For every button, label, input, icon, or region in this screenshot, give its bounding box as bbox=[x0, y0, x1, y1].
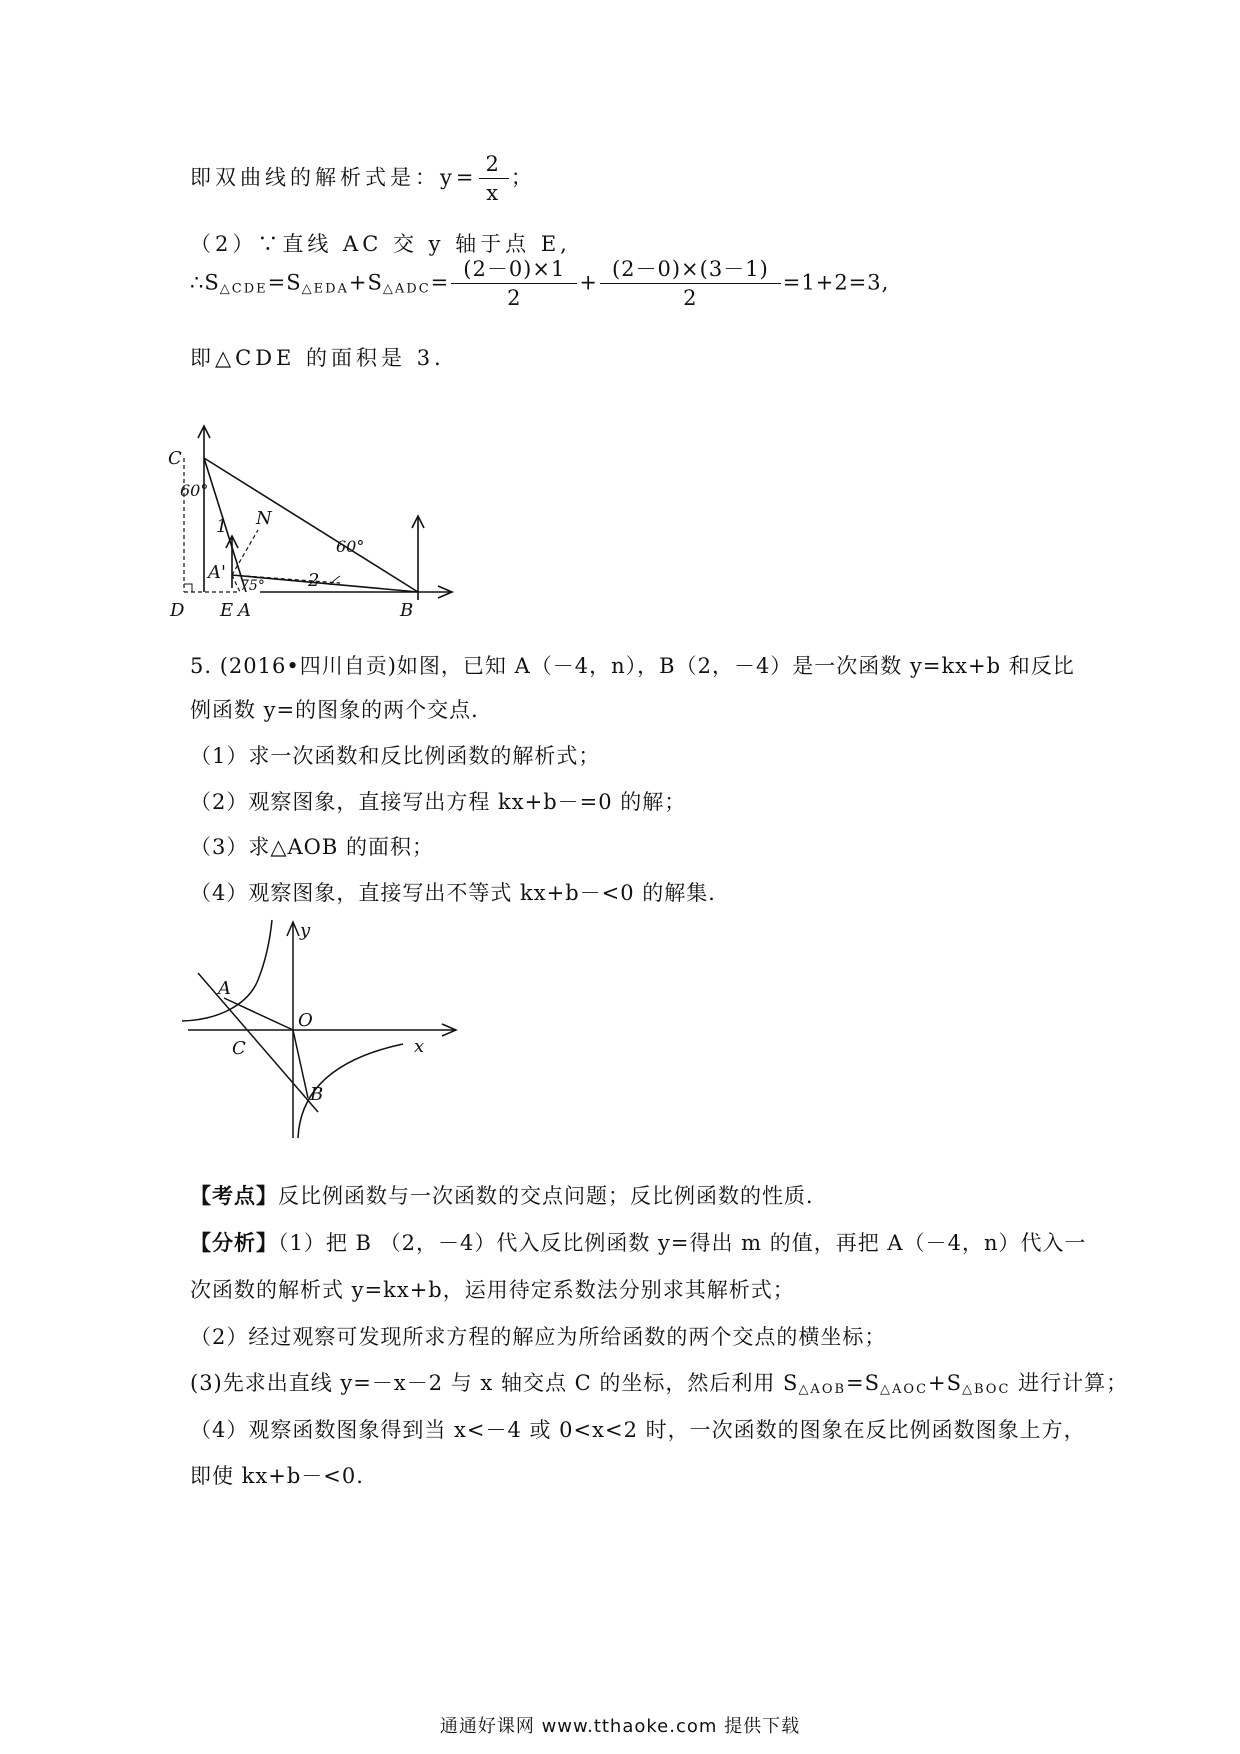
frac-den: x bbox=[486, 181, 503, 206]
l3-eq: =S bbox=[267, 270, 302, 295]
dashed-A-prime-N bbox=[232, 530, 258, 575]
label-B: B bbox=[400, 600, 414, 621]
fenxi-3-sub1: △AOB bbox=[798, 1382, 847, 1397]
label-x: x bbox=[414, 1036, 425, 1057]
fenxi-3-eq: =S bbox=[846, 1371, 881, 1395]
problem5-question-2: （2）观察图象，直接写出方程 kx+b－=0 的解； bbox=[190, 790, 687, 814]
label-A: A bbox=[218, 978, 231, 999]
fenxi-3-pre: (3)先求出直线 y=－x－2 与 x 轴交点 C 的坐标，然后利用 S bbox=[190, 1371, 799, 1395]
label-D: D bbox=[170, 600, 185, 621]
fraction-2-over-x bbox=[479, 150, 508, 208]
kaodian-line bbox=[190, 1180, 828, 1210]
l3-end: =1+2=3, bbox=[782, 270, 890, 295]
right-angle-mark bbox=[184, 584, 192, 592]
fenxi-3-sub3: △BOC bbox=[962, 1382, 1011, 1397]
label-B: B bbox=[310, 1084, 324, 1105]
l3-sub3: △ADC bbox=[382, 281, 431, 297]
fenxi-line-5: （4）观察函数图象得到当 x<－4 或 0<x<2 时，一次函数的图象在反比例函数图象上方， bbox=[190, 1418, 1086, 1442]
fenxi-3-sub2: △AOC bbox=[880, 1382, 929, 1397]
solution-line-3 bbox=[190, 255, 889, 313]
solution-line-4: 即△CDE 的面积是 3． bbox=[190, 346, 460, 370]
fraction-2 bbox=[600, 255, 781, 313]
label-y: y bbox=[300, 920, 311, 941]
page-footer: 通通好课网 www.tthaoke.com 提供下载 bbox=[439, 1716, 801, 1737]
fenxi-line-2: 次函数的解析式 y=kx+b，运用待定系数法分别求其解析式； bbox=[190, 1278, 795, 1302]
function-graph-figure bbox=[188, 920, 468, 1142]
label-N: N bbox=[256, 508, 272, 529]
fenxi-line-1 bbox=[190, 1227, 1087, 1257]
fenxi-3-end: 进行计算； bbox=[1010, 1371, 1129, 1395]
line1-end: ； bbox=[510, 165, 536, 190]
kaodian-text: 反比例函数与一次函数的交点问题；反比例函数的性质． bbox=[278, 1184, 828, 1208]
l3-plus2: + bbox=[579, 270, 598, 295]
frac1-den: 2 bbox=[507, 286, 522, 311]
problem5-question-3: （3）求△AOB 的面积； bbox=[190, 835, 434, 859]
label-angle-60-at-B: 60° bbox=[336, 537, 365, 556]
solution-line-2: （2）∵直线 AC 交 y 轴于点 E, bbox=[190, 232, 571, 256]
l3-sub2: △EDA bbox=[301, 281, 349, 297]
fenxi-1a: （1）把 B （2，－4）代入反比例函数 y=得出 m 的值，再把 A（－4，n）代入一 bbox=[278, 1231, 1087, 1255]
l3-prefix: ∴S bbox=[190, 270, 220, 295]
fenxi-label: 【分析】 bbox=[190, 1231, 278, 1255]
label-A-prime: A' bbox=[208, 562, 226, 583]
line1-text: 即双曲线的解析式是：y= bbox=[190, 165, 478, 190]
fenxi-3-plus: +S bbox=[928, 1371, 963, 1395]
segment-OB bbox=[293, 1030, 308, 1098]
kaodian-label: 【考点】 bbox=[190, 1184, 278, 1208]
label-angle-2: 2 bbox=[308, 570, 320, 591]
label-C: C bbox=[232, 1038, 246, 1059]
problem5-question-4: （4）观察图象，直接写出不等式 kx+b－<0 的解集． bbox=[190, 881, 731, 905]
label-C: C bbox=[168, 448, 182, 469]
frac2-den: 2 bbox=[683, 286, 698, 311]
label-angle-75: 75° bbox=[240, 578, 265, 594]
frac-num: 2 bbox=[479, 150, 508, 179]
problem5-line-2: 例函数 y=的图象的两个交点． bbox=[190, 698, 494, 722]
label-O: O bbox=[298, 1010, 313, 1031]
frac2-num: (2－0)×(3－1) bbox=[600, 255, 781, 284]
label-angle-1: 1 bbox=[216, 516, 228, 537]
problem5-line-1: 5. (2016•四川自贡)如图，已知 A（－4，n），B（2，－4）是一次函数 y=kx+b 和反比 bbox=[190, 654, 1075, 678]
fenxi-line-6: 即使 kx+b－<0. bbox=[190, 1464, 364, 1488]
solution-line-1 bbox=[190, 150, 536, 208]
fraction-1 bbox=[451, 255, 577, 313]
label-angle-60-at-C: 60° bbox=[180, 481, 209, 500]
dashed-A-prime-down bbox=[232, 575, 240, 592]
problem5-question-1: （1）求一次函数和反比例函数的解析式； bbox=[190, 744, 601, 768]
fenxi-line-3: （2）经过观察可发现所求方程的解应为所给函数的两个交点的横坐标； bbox=[190, 1325, 887, 1349]
l3-eq2: = bbox=[430, 270, 450, 295]
l3-plus: +S bbox=[348, 270, 383, 295]
triangle-figure bbox=[168, 420, 460, 621]
linear-function-line bbox=[198, 973, 318, 1112]
l3-sub1: △CDE bbox=[219, 281, 268, 297]
label-E: E bbox=[220, 600, 234, 621]
frac1-num: (2－0)×1 bbox=[451, 255, 577, 284]
label-A: A bbox=[238, 600, 251, 621]
fenxi-line-4 bbox=[190, 1367, 1128, 1397]
